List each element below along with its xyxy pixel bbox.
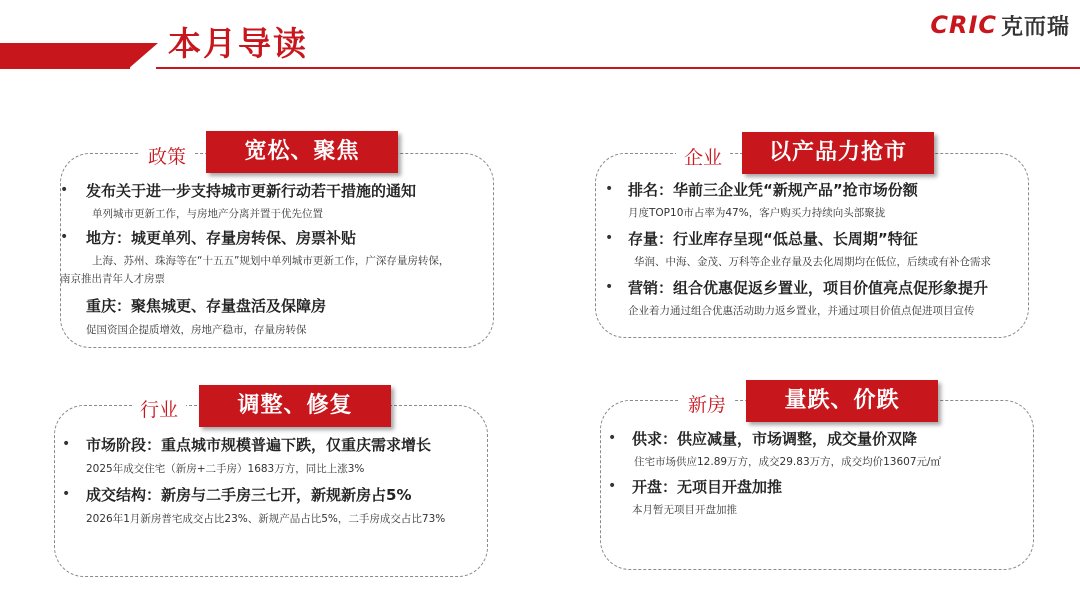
enterprise-item-3-head: 营销：组合优惠促返乡置业，项目价值亮点促形象提升	[628, 279, 989, 297]
policy-theme: 宽松、聚焦	[206, 131, 398, 173]
policy-item-2-sub: 上海、苏州、珠海等在“十五五”规划中单列城市更新工作，广深存量房转保，	[92, 255, 450, 267]
industry-item-1-head: 市场阶段：重点城市规模普遍下跌，仅重庆需求增长	[86, 436, 432, 454]
header-red-strip	[0, 43, 130, 69]
enterprise-bullet-3: •	[605, 279, 614, 295]
industry-category: 行业	[132, 395, 186, 422]
newhome-bullet-2: •	[608, 478, 617, 494]
header	[0, 0, 1080, 70]
policy-item-1-sub: 单列城市更新工作，与房地产分离并置于优先位置	[92, 208, 323, 220]
brand-logo	[930, 12, 1070, 38]
policy-bullet-2: •	[60, 229, 69, 245]
policy-item-3-sub: 促国资国企提质增效，房地产稳市，存量房转保	[86, 324, 307, 336]
industry-bullet-2: •	[62, 486, 71, 502]
enterprise-theme: 以产品力抢市	[742, 132, 934, 174]
enterprise-item-1-sub: 月度TOP10市占率为47%，客户购买力持续向头部聚拢	[628, 207, 886, 219]
enterprise-item-2-sub: 华润、中海、金茂、万科等企业存量及去化周期均在低位，后续或有补仓需求	[634, 256, 991, 268]
newhome-item-2-sub: 本月暂无项目开盘加推	[632, 504, 737, 516]
newhome-item-1-sub: 住宅市场供应12.89万方，成交29.83万方，成交均价13607元/㎡	[634, 456, 942, 468]
enterprise-category: 企业	[676, 143, 730, 170]
header-divider	[156, 67, 1080, 69]
newhome-item-1-head: 供求：供应减量，市场调整，成交量价双降	[632, 430, 918, 448]
logo-mark: CRIC	[930, 11, 997, 39]
policy-item-2-head: 地方：城更单列、存量房转保、房票补贴	[86, 229, 357, 247]
industry-item-2-sub: 2026年1月新房普宅成交占比23%、新规产品占比5%，二手房成交占比73%	[86, 513, 446, 525]
industry-theme: 调整、修复	[199, 385, 391, 427]
logo-cn: 克而瑞	[1000, 14, 1070, 40]
enterprise-item-1-head: 排名：华前三企业凭“新规产品”抢市场份额	[628, 181, 918, 199]
newhome-category: 新房	[680, 390, 734, 417]
enterprise-item-2-head: 存量：行业库存呈现“低总量、长周期”特征	[628, 230, 918, 248]
header-red-slant	[128, 43, 158, 69]
enterprise-bullet-2: •	[605, 230, 614, 246]
newhome-bullet-1: •	[608, 430, 617, 446]
newhome-theme: 量跌、价跌	[746, 380, 938, 422]
industry-bullet-1: •	[62, 436, 71, 452]
enterprise-item-3-sub: 企业着力通过组合优惠活动助力返乡置业，并通过项目价值点促进项目宣传	[628, 305, 975, 317]
policy-item-1-head: 发布关于进一步支持城市更新行动若干措施的通知	[86, 182, 417, 200]
enterprise-bullet-1: •	[605, 181, 614, 197]
policy-item-2-sub2: 南京推出青年人才房票	[60, 273, 165, 285]
newhome-item-2-head: 开盘：无项目开盘加推	[632, 478, 783, 496]
policy-bullet-1: •	[60, 182, 69, 198]
page-title: 本月导读	[168, 24, 308, 63]
policy-category: 政策	[140, 142, 194, 169]
industry-item-1-sub: 2025年成交住宅（新房+二手房）1683万方，同比上涨3%	[86, 463, 365, 475]
industry-item-2-head: 成交结构：新房与二手房三七开，新规新房占5%	[86, 486, 412, 504]
policy-item-3-head: 重庆：聚焦城更、存量盘活及保障房	[86, 297, 327, 315]
